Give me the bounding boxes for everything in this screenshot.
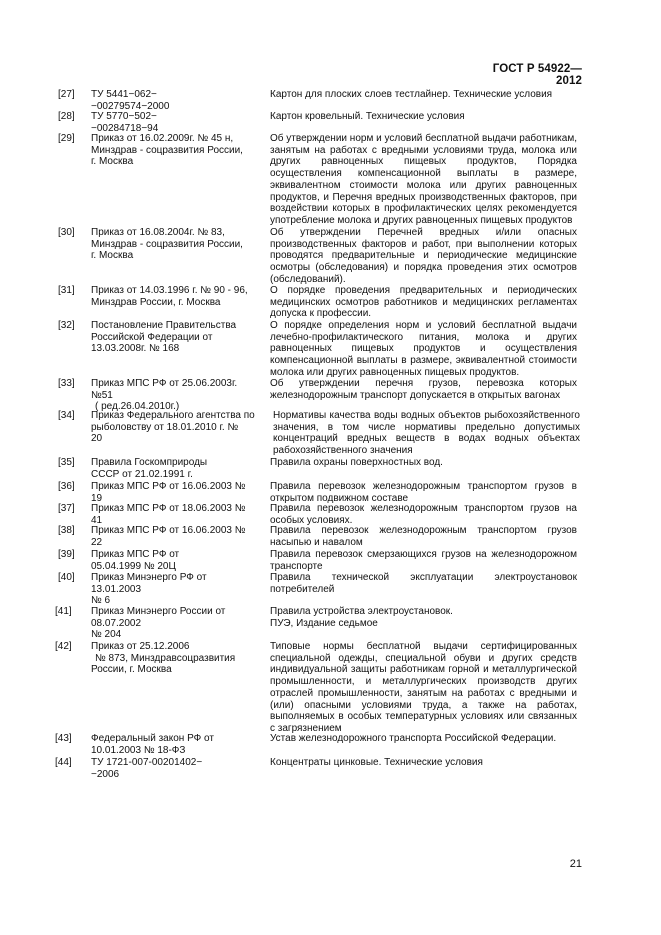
reference-source-line: 13.01.2003 (91, 583, 142, 595)
reference-number: [29] (58, 133, 75, 144)
reference-source (91, 549, 261, 572)
reference-number: [36] (58, 481, 75, 492)
reference-number: [32] (58, 320, 75, 331)
reference-description (270, 503, 577, 526)
reference-number: [30] (58, 227, 75, 238)
reference-description-line: Об утверждении Перечней вредных и/или опасных производственных факторов и работ, при выполнении которых проводятся предварительные и периодические медицинские осмотры (обследования) и порядка проведения этих осмотров (обследований). (270, 227, 577, 285)
reference-number: [34] (58, 410, 75, 421)
reference-source-line: −2006 (91, 768, 120, 780)
reference-description-line: Правила перевозок железнодорожным транспортом грузов в открытом подвижном составе (270, 481, 577, 504)
reference-source-line: Минздрав - соцразвития России, (91, 238, 243, 250)
reference-source-line: ТУ 5441−062− (91, 89, 157, 100)
reference-description-line: О порядке проведения предварительных и периодических медицинских осмотров работников и медицинских регламентах допуска к профессии. (270, 285, 577, 320)
reference-source-line: Федеральный закон РФ от (91, 733, 214, 744)
reference-source-line: 05.04.1999 № 20Ц (91, 560, 176, 572)
reference-source-line: № 873, Минздравсоцразвития (95, 652, 236, 664)
reference-source-line: −00284718−94 (91, 122, 159, 134)
reference-number: [31] (58, 285, 75, 296)
page-number: 21 (569, 858, 582, 870)
reference-number: [27] (58, 89, 75, 100)
reference-source (91, 457, 261, 480)
reference-number: [42] (55, 641, 72, 652)
reference-source (91, 227, 261, 262)
reference-source-line: 10.01.2003 № 18-ФЗ (91, 744, 186, 756)
reference-source (91, 481, 261, 504)
reference-source (91, 733, 261, 756)
reference-number: [39] (58, 549, 75, 560)
reference-source-line: Российской Федерации от (91, 331, 213, 343)
reference-number: [37] (58, 503, 75, 514)
reference-source-line: Приказ Минэнерго РФ от (91, 572, 207, 583)
reference-source (91, 606, 261, 641)
reference-source (91, 320, 261, 355)
reference-source-line: Приказ от 16.02.2009г. № 45 н, (91, 133, 234, 144)
reference-source-line: рыболовству от 18.01.2010 г. № (91, 421, 239, 433)
reference-description-line: Правила технической эксплуатации электроустановок потребителей (270, 572, 577, 595)
reference-description-line: О порядке определения норм и условий бесплатной выдачи лечебно-профилактического питания, молока и других равноценных пищевых продуктов и осуществления компенсационной выплаты в размере, эквивалентной стоимости молока или других равноценных пищевых продуктов. (270, 320, 577, 378)
reference-source-line: 19 (91, 492, 103, 504)
reference-description-line: Концентраты цинковые. Технические условия (270, 757, 483, 768)
reference-source-line: Приказ МПС РФ от 18.06.2003 № (91, 503, 246, 514)
reference-source (91, 525, 261, 548)
reference-number: [33] (58, 378, 75, 389)
reference-source (91, 111, 261, 134)
reference-description (270, 133, 577, 227)
reference-source-line: г. Москва (91, 156, 134, 168)
reference-source-line: −00279574−2000 (91, 100, 170, 112)
reference-source-line: Приказ МПС РФ от (91, 549, 180, 560)
reference-description-line: Нормативы качества воды водных объектов рыбохозяйственного значения, в том числе нормативы предельно допустимых концентраций вредных веществ в водах водных объектах рабохозяйственного значения (273, 410, 580, 457)
reference-source-line: ТУ 5770−502− (91, 111, 157, 122)
reference-source (91, 133, 261, 168)
reference-description (270, 227, 577, 286)
reference-description (270, 606, 577, 629)
reference-source-line: ( ред.26.04.2010г.) (95, 401, 180, 413)
document-header: ГОСТ Р 54922—2012 (492, 63, 582, 87)
reference-source-line: 22 (91, 536, 103, 548)
reference-description (270, 757, 577, 769)
reference-description (270, 89, 577, 101)
reference-description (270, 457, 577, 469)
reference-source-line: 08.07.2002 (91, 617, 142, 629)
reference-source-line: 20 (91, 433, 103, 445)
reference-description (270, 641, 577, 735)
reference-description (270, 733, 577, 745)
reference-description (270, 549, 577, 572)
reference-description (270, 320, 577, 379)
reference-source-line: 41 (91, 514, 103, 526)
reference-source-line: г. Москва (91, 250, 134, 262)
reference-description (270, 285, 577, 320)
reference-source (91, 503, 261, 526)
reference-description-line: Правила перевозок железнодорожным транспортом грузов насыпью и навалом (270, 525, 577, 548)
reference-source-line: ТУ 1721-007-00201402− (91, 757, 203, 768)
reference-source-line: Минздрав России, г. Москва (91, 296, 221, 308)
reference-source (91, 572, 261, 607)
reference-source-line: Приказ от 14.03.1996 г. № 90 - 96, (91, 285, 248, 296)
reference-description (270, 572, 577, 595)
reference-source-line: Приказ МПС РФ от 16.06.2003 № (91, 525, 246, 536)
reference-source-line: Приказ от 16.08.2004г. № 83, (91, 227, 225, 238)
reference-number: [40] (58, 572, 75, 583)
reference-source-line: Минздрав - соцразвития России, (91, 144, 243, 156)
reference-number: [35] (58, 457, 75, 468)
reference-source-line: Правила Госкомприроды (91, 457, 208, 468)
reference-source-line: Приказ МПС РФ от 25.06.2003г. (91, 378, 238, 389)
reference-source-line: Приказ от 25.12.2006 (91, 641, 190, 652)
reference-number: [41] (55, 606, 72, 617)
reference-description (270, 378, 577, 401)
reference-source (91, 757, 261, 780)
reference-description-line: Правила устройства электроустановок. (270, 606, 453, 617)
reference-description (270, 525, 577, 548)
reference-description (270, 111, 577, 123)
reference-source-line: Приказ Минэнерго России от (91, 606, 226, 617)
reference-source-line: России, г. Москва (91, 664, 172, 676)
reference-number: [43] (55, 733, 72, 744)
reference-description-line: Об утверждении норм и условий бесплатной выдачи работникам, занятым на работах с вредными условиями труда, молока или других равноценных пищевых продуктов, Порядка осуществления компенсационной выплаты в размере, эквивалентном стоимости молока или других равноценных продуктов, и Перечня вредных производственных факторов, при воздействии которых в профилактических целях рекомендуется употребление молока и других равноценных пищевых продуктов (270, 133, 577, 226)
reference-number: [38] (58, 525, 75, 536)
reference-source (91, 378, 261, 413)
reference-description (270, 410, 580, 457)
reference-description-line: Правила охраны поверхностных вод. (270, 457, 443, 468)
reference-source (91, 285, 261, 308)
reference-source-line: СССР от 21.02.1991 г. (91, 468, 193, 480)
reference-description-line: Правила перевозок железнодорожным транспортом грузов на особых условиях. (270, 503, 577, 526)
reference-source-line: № 6 (91, 595, 111, 607)
reference-number: [28] (58, 111, 75, 122)
reference-source-line: 13.03.2008г. № 168 (91, 343, 180, 355)
reference-description-line: ПУЭ, Издание седьмое (270, 617, 378, 629)
reference-source-line: Приказ Федерального агентства по (91, 410, 255, 421)
reference-description-line: Типовые нормы бесплатной выдачи сертифицированных специальной одежды, специальной обуви и других средств индивидуальной защиты работникам горной и металлургической промышленности, и металлургических производств других отраслей промышленности, занятым на работах с вредными и (или) опасными условиями труда, а также на работах, выполняемых в особых температурных условиях или связанных с загрязнением (270, 641, 577, 734)
reference-source (91, 641, 261, 676)
reference-source (91, 89, 261, 112)
reference-description-line: Правила перевозок смерзающихся грузов на железнодорожном транспорте (270, 549, 577, 572)
reference-description-line: Картон для плоских слоев тестлайнер. Технические условия (270, 89, 553, 100)
reference-description (270, 481, 577, 504)
reference-source (91, 410, 261, 445)
reference-number: [44] (55, 757, 72, 768)
reference-source-line: Постановление Правительства (91, 320, 237, 331)
reference-source-line: Приказ МПС РФ от 16.06.2003 № (91, 481, 246, 492)
reference-description-line: Картон кровельный. Технические условия (270, 111, 465, 122)
reference-source-line: №51 (91, 389, 113, 401)
reference-description-line: Об утверждении перечня грузов, перевозка которых железнодорожным транспорт допускается в открытых вагонах (270, 378, 577, 401)
reference-source-line: № 204 (91, 629, 122, 641)
reference-description-line: Устав железнодорожного транспорта Российской Федерации. (270, 733, 557, 744)
